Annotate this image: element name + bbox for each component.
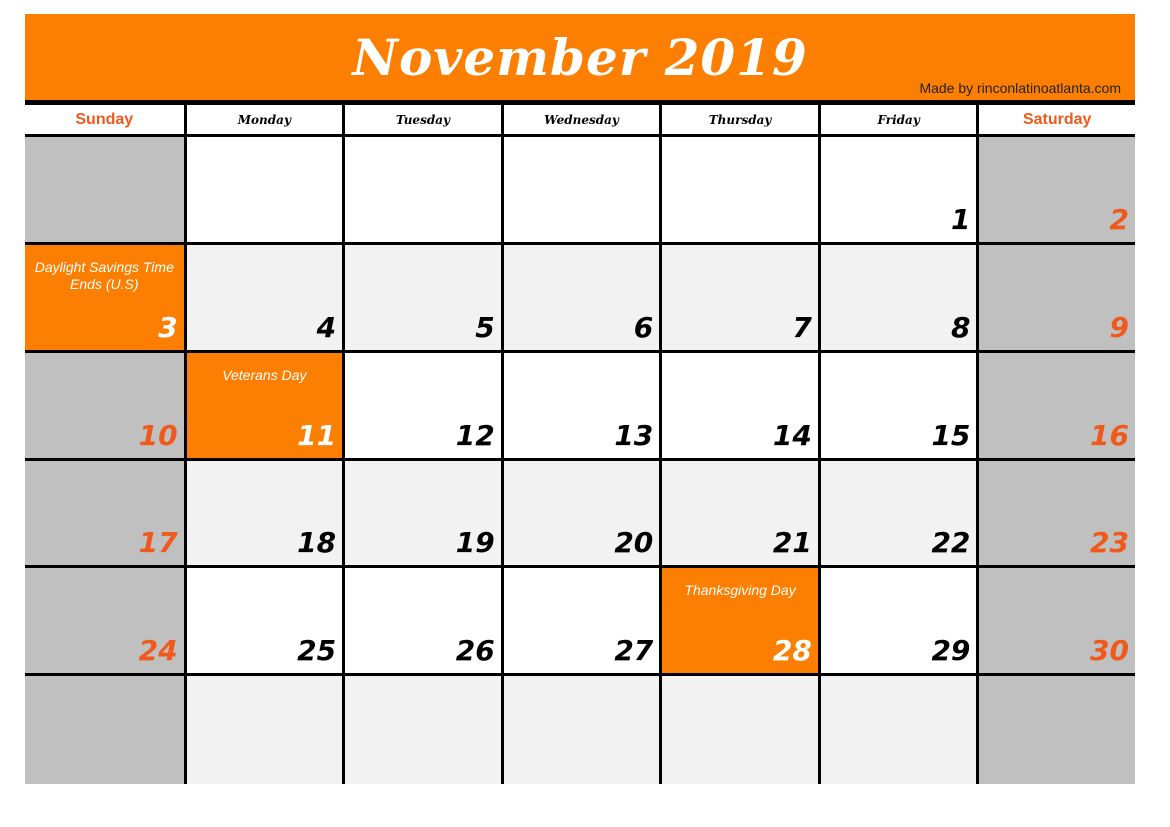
day-cell[interactable] (342, 245, 501, 353)
weekday-header-row (25, 105, 1135, 134)
month-title: November 2019 (352, 28, 808, 87)
weekday-thursday: Thursday (659, 105, 818, 134)
calendar-header (25, 14, 1135, 100)
day-number: 23 (1090, 526, 1129, 560)
day-cell[interactable] (818, 676, 977, 784)
day-number: 29 (931, 634, 971, 668)
day-cell[interactable] (184, 137, 343, 245)
day-cell[interactable] (659, 245, 818, 353)
day-cell[interactable] (25, 676, 184, 784)
day-cell[interactable] (659, 353, 818, 461)
day-number: 2 (1109, 202, 1129, 236)
day-number: 7 (792, 310, 812, 344)
day-cell[interactable] (342, 461, 501, 569)
weekday-monday: Monday (184, 105, 343, 134)
day-cell[interactable] (976, 245, 1135, 353)
day-cell[interactable] (976, 137, 1135, 245)
day-number: 30 (1090, 634, 1129, 668)
day-cell[interactable] (25, 137, 184, 245)
day-number: 15 (931, 418, 971, 452)
day-number: 10 (138, 418, 178, 452)
day-number: 6 (633, 310, 654, 344)
weekday-wednesday: Wednesday (501, 105, 660, 134)
weekday-sunday: Sunday (75, 110, 134, 128)
day-cell[interactable] (976, 461, 1135, 569)
day-cell[interactable] (659, 676, 818, 784)
day-number: 27 (614, 634, 654, 668)
day-number: 19 (455, 526, 495, 560)
day-number: 5 (475, 310, 495, 344)
day-cell[interactable] (501, 245, 660, 353)
weekday-friday: Friday (818, 105, 977, 134)
day-cell[interactable] (501, 676, 660, 784)
credit-text: Made by rinconlatinoatlanta.com (919, 80, 1121, 96)
day-number: 24 (138, 634, 178, 668)
day-number: 1 (950, 202, 971, 236)
day-cell[interactable] (184, 568, 343, 676)
day-number: 28 (772, 634, 812, 668)
day-number: 17 (138, 526, 178, 560)
day-cell[interactable] (342, 353, 501, 461)
day-cell[interactable] (659, 461, 818, 569)
day-cell[interactable] (976, 676, 1135, 784)
day-cell[interactable] (501, 461, 660, 569)
day-cell[interactable] (501, 137, 660, 245)
day-cell[interactable] (342, 137, 501, 245)
calendar (25, 14, 1135, 784)
weekday-saturday: Saturday (976, 105, 1135, 134)
event-label: Veterans Day (222, 366, 307, 383)
day-number: 13 (614, 418, 654, 452)
day-number: 25 (297, 634, 337, 668)
day-cell[interactable] (25, 568, 184, 676)
day-cell[interactable] (342, 568, 501, 676)
day-number: 4 (316, 310, 337, 344)
day-number: 26 (455, 634, 495, 668)
day-cell[interactable] (818, 461, 977, 569)
day-cell[interactable] (184, 245, 343, 353)
day-cell[interactable] (501, 568, 660, 676)
day-cell[interactable] (25, 353, 184, 461)
day-cell[interactable] (818, 568, 977, 676)
day-number: 22 (931, 526, 971, 560)
day-cell[interactable] (184, 353, 343, 461)
day-cell[interactable] (818, 245, 977, 353)
day-number: 20 (614, 526, 654, 560)
day-cell[interactable] (25, 245, 184, 353)
day-cell[interactable] (659, 137, 818, 245)
day-cell[interactable] (501, 353, 660, 461)
day-number: 21 (772, 526, 812, 560)
day-number: 16 (1090, 418, 1129, 452)
day-cell[interactable] (184, 461, 343, 569)
day-number: 9 (1109, 310, 1129, 344)
day-number: 18 (297, 526, 337, 560)
day-cell[interactable] (818, 137, 977, 245)
day-cell[interactable] (976, 353, 1135, 461)
day-cell[interactable] (184, 676, 343, 784)
day-number: 14 (772, 418, 812, 452)
day-number: 12 (455, 418, 495, 452)
day-cell[interactable] (976, 568, 1135, 676)
day-cell[interactable] (818, 353, 977, 461)
day-number: 3 (158, 310, 178, 344)
event-label: Thanksgiving Day (684, 582, 796, 599)
day-cell[interactable] (25, 461, 184, 569)
day-number: 8 (950, 310, 971, 344)
day-cell[interactable] (342, 676, 501, 784)
day-grid (25, 134, 1135, 784)
day-cell[interactable] (659, 568, 818, 676)
event-label: Daylight Savings Time Ends (U.S) (34, 258, 174, 292)
weekday-tuesday: Tuesday (342, 105, 501, 134)
day-number: 11 (297, 418, 337, 452)
